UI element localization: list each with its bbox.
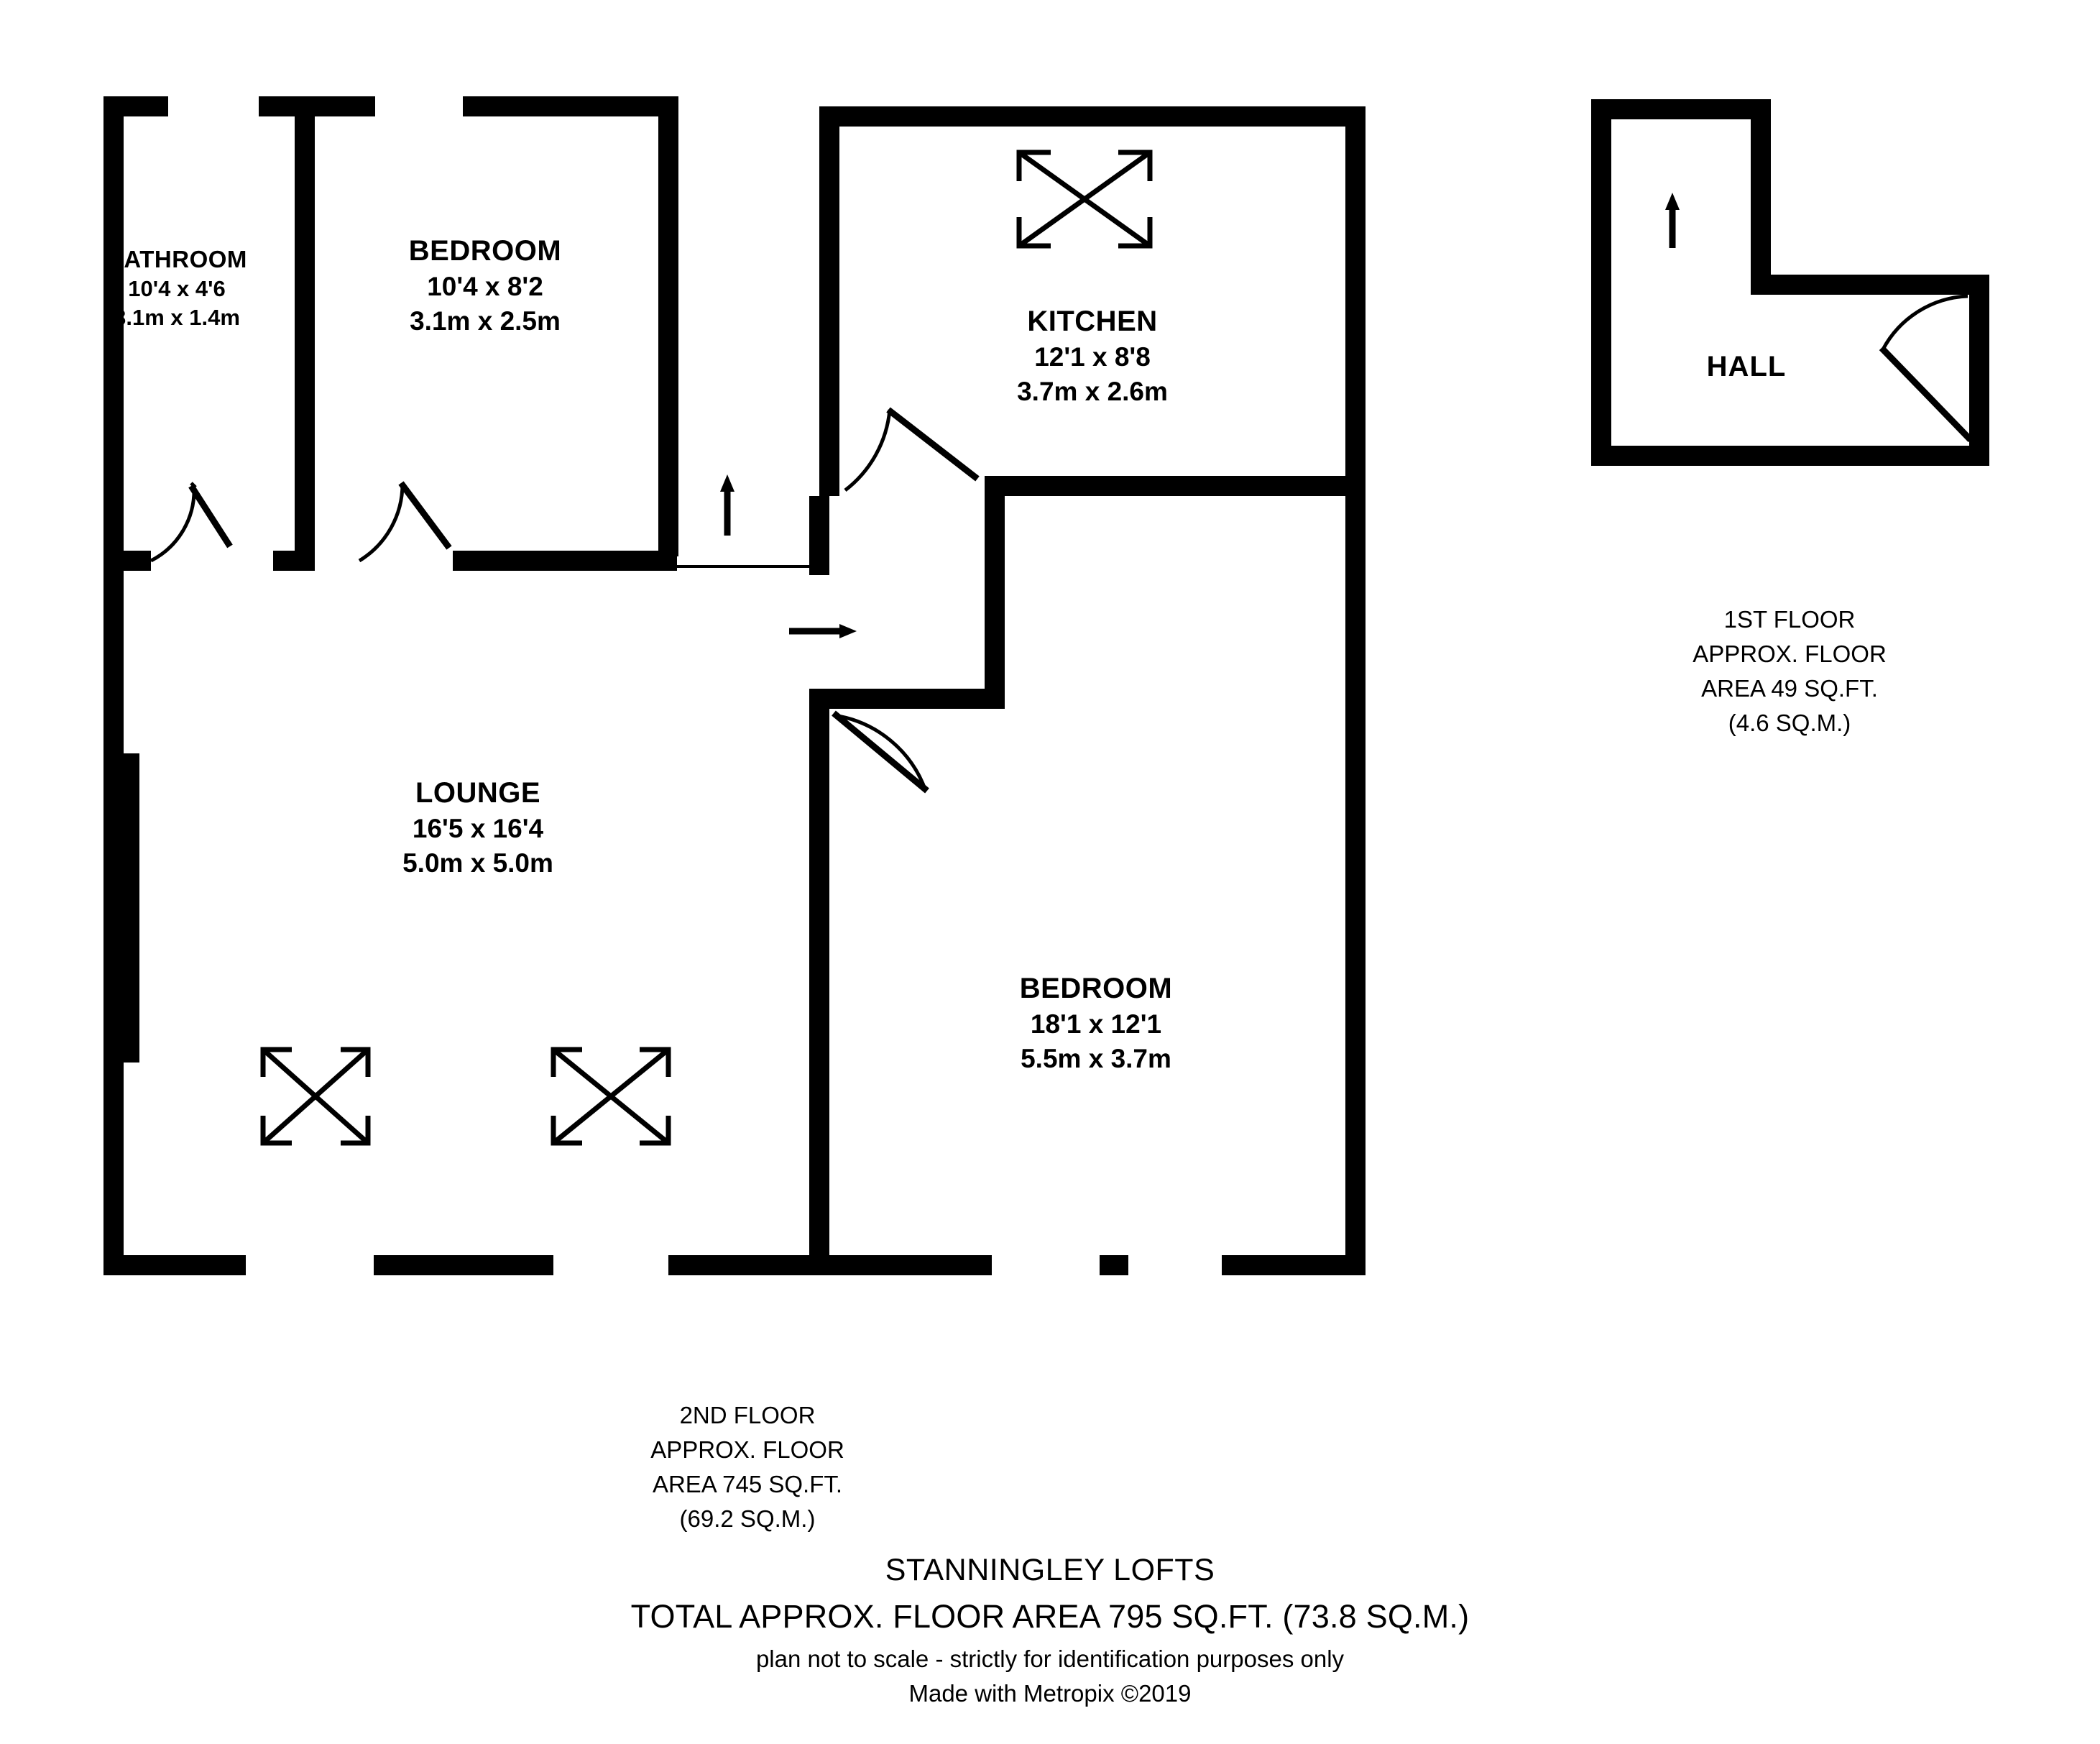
wall-bathroom-bottom: [103, 551, 151, 571]
footer-block: [0, 1553, 2100, 1707]
room-name-bedroom-2: BEDROOM: [1019, 973, 1173, 1004]
wall-bottom-d: [1100, 1255, 1128, 1275]
room-name-lounge: LOUNGE: [415, 777, 541, 809]
room-dim-imperial-bedroom-2: 18'1 x 12'1: [1030, 1009, 1162, 1039]
hall-wall-right-lower: [1969, 275, 1989, 454]
wall-bedroom2-top: [809, 689, 1005, 709]
hall-wall-bottom: [1591, 446, 1989, 466]
first-floor-caption-line-3: AREA 49 SQ.FT.: [1701, 674, 1878, 702]
wall-kitchen-top: [819, 106, 1366, 127]
wall-bottom-c: [668, 1255, 992, 1275]
wall-top-left-c: [463, 96, 678, 116]
wall-bedroom1-bottom: [453, 551, 677, 571]
room-label-hall: [1639, 351, 1854, 383]
wall-bedroom1-right: [658, 96, 678, 556]
first-floor-caption-line-4: (4.6 SQ.M.): [1728, 709, 1851, 736]
ceiling-symbol-lounge-left: [263, 1050, 368, 1143]
room-dim-imperial-bathroom: 10'4 x 4'6: [128, 276, 226, 302]
wall-kitchen-bottom: [985, 476, 1366, 496]
first-floor-caption-line-2: APPROX. FLOOR: [1693, 640, 1887, 667]
wall-kitchen-left-outer: [819, 106, 839, 496]
first-floor-caption: [1599, 602, 1980, 740]
room-label-lounge: [302, 775, 654, 880]
second-floor-caption: [553, 1398, 941, 1536]
room-dim-metric-bedroom-1: 3.1m x 2.5m: [410, 306, 561, 336]
hall-wall-left: [1591, 99, 1611, 466]
document-total-area: TOTAL APPROX. FLOOR AREA 795 SQ.FT. (73.8 SQ.M.): [630, 1598, 1470, 1635]
door-bedroom1: [359, 483, 402, 561]
direction-arrow-right-hall: [789, 624, 857, 638]
door-bathroom-leaf: [191, 486, 230, 546]
wall-hall-stub-top: [809, 496, 829, 575]
room-name-kitchen: KITCHEN: [1027, 306, 1158, 337]
room-name-bathroom: BATHROOM: [106, 246, 247, 272]
wall-left-exterior-lower: [103, 546, 124, 1275]
room-dim-metric-kitchen: 3.7m x 2.6m: [1017, 376, 1168, 406]
wall-right-exterior: [1345, 106, 1366, 1275]
wall-bottom-b: [374, 1255, 553, 1275]
wall-bottom-e: [1222, 1255, 1366, 1275]
room-label-bedroom-1: [309, 233, 661, 338]
door-hall: [1882, 296, 1971, 440]
door-bedroom1-leaf: [401, 483, 449, 548]
room-label-bedroom-2: [920, 970, 1272, 1075]
hall-wall-top: [1591, 99, 1771, 119]
wall-lounge-right: [809, 707, 829, 1275]
wall-bottom-a: [103, 1255, 246, 1275]
wall-bathroom-bottom-right: [273, 551, 315, 571]
room-dim-metric-bathroom: 3.1m x 1.4m: [114, 304, 240, 330]
hall-wall-step: [1751, 275, 1989, 295]
ceiling-symbol-kitchen: [1019, 152, 1150, 246]
room-dim-imperial-kitchen: 12'1 x 8'8: [1034, 342, 1151, 372]
direction-arrow-up-lounge: [720, 474, 734, 536]
room-name-hall: HALL: [1706, 351, 1787, 382]
document-credit: Made with Metropix ©2019: [908, 1680, 1192, 1707]
wall-top-left-b: [259, 96, 375, 116]
room-name-bedroom-1: BEDROOM: [408, 235, 562, 267]
door-kitchen: [845, 410, 890, 490]
second-floor-caption-line-1: 2ND FLOOR: [679, 1402, 816, 1428]
wall-left-exterior-upper: [103, 96, 124, 571]
door-bedroom2: [834, 715, 926, 791]
hall-wall-right-upper: [1751, 99, 1771, 286]
ceiling-symbol-lounge-right: [553, 1050, 668, 1143]
room-dim-metric-bedroom-2: 5.5m x 3.7m: [1021, 1043, 1171, 1073]
room-label-bathroom: [62, 244, 292, 332]
door-bathroom: [151, 483, 195, 561]
room-dim-metric-lounge: 5.0m x 5.0m: [402, 848, 553, 878]
room-dim-imperial-lounge: 16'5 x 16'4: [412, 814, 544, 844]
room-label-kitchen: [913, 303, 1272, 408]
wall-hall-thin-line: [677, 565, 821, 568]
second-floor-caption-line-4: (69.2 SQ.M.): [679, 1505, 816, 1532]
document-disclaimer: plan not to scale - strictly for identification purposes only: [755, 1646, 1345, 1672]
first-floor-caption-line-1: 1ST FLOOR: [1723, 606, 1856, 633]
door-kitchen-leaf: [888, 410, 977, 479]
wall-bedroom2-left-upper: [985, 496, 1005, 709]
direction-arrow-up-first-floor: [1665, 193, 1680, 248]
room-dim-imperial-bedroom-1: 10'4 x 8'2: [427, 272, 543, 302]
second-floor-caption-line-3: AREA 745 SQ.FT.: [652, 1470, 843, 1497]
document-title: STANNINGLEY LOFTS: [885, 1553, 1215, 1587]
second-floor-caption-line-2: APPROX. FLOOR: [650, 1436, 844, 1463]
door-bedroom2-leaf: [834, 713, 927, 791]
